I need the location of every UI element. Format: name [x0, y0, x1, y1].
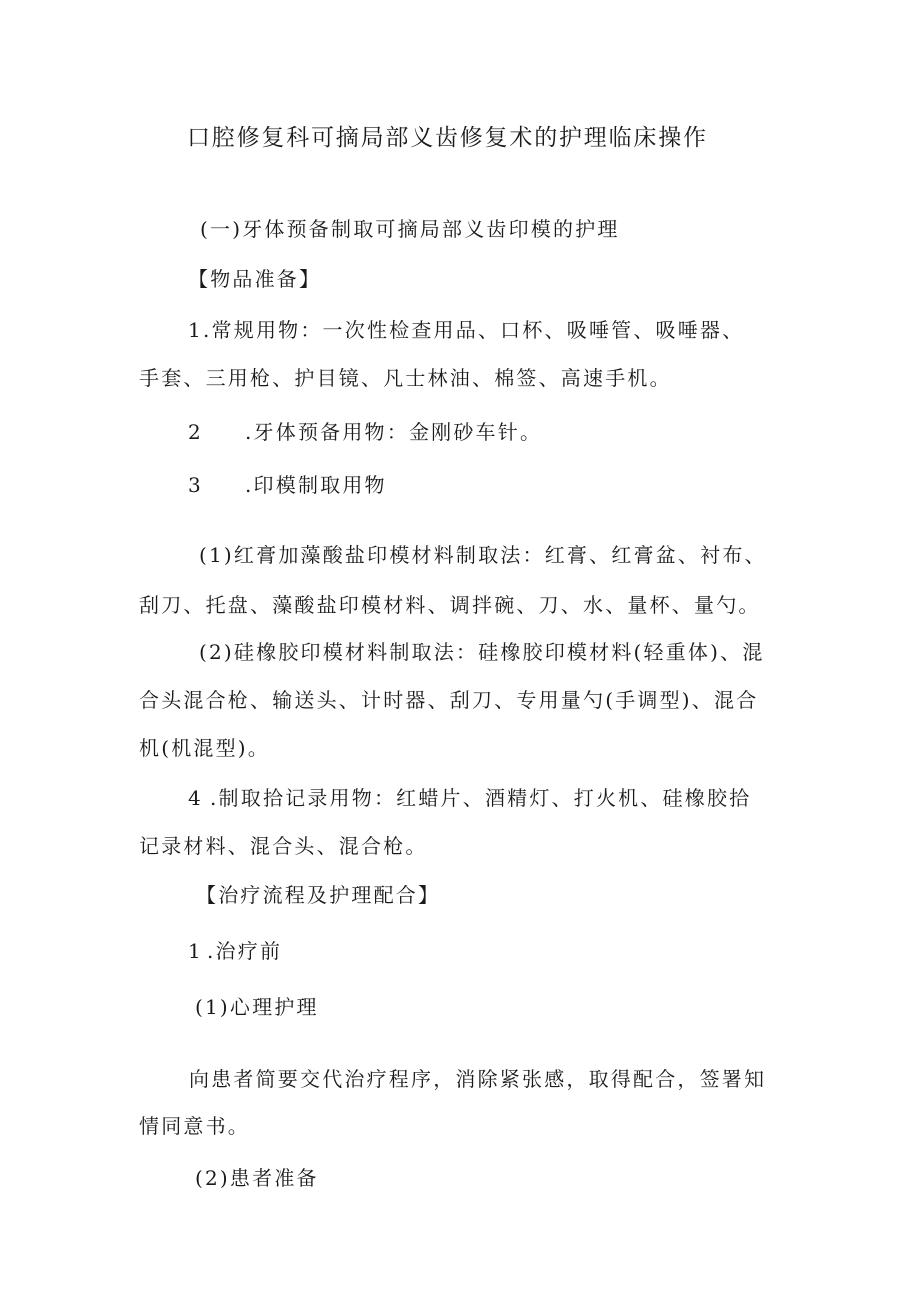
item-text: .常规用物：一次性检查用品、口杯、吸唾管、吸唾器、: [203, 318, 745, 342]
item-number: 2: [188, 420, 201, 444]
paragraph-text: 情同意书。: [139, 1114, 250, 1138]
item-number: 3: [188, 473, 201, 497]
sub-item-text: (1)红膏加藻酸盐印模材料制取法：红膏、红膏盆、衬布、: [199, 543, 767, 567]
sub-item-text: 机(机混型)。: [139, 736, 271, 760]
sub-item-text: 合头混合枪、输送头、计时器、刮刀、专用量勺(手调型)、混合: [139, 688, 759, 712]
page-title: 口腔修复科可摘局部义齿修复术的护理临床操作: [187, 125, 708, 151]
item-text: .牙体预备用物：金刚砂车针。: [245, 420, 543, 444]
heading-treatment-flow: 【治疗流程及护理配合】: [196, 883, 441, 907]
sub-item-text: 刮刀、托盘、藻酸盐印模材料、调拌碗、刀、水、量杯、量勺。: [139, 593, 761, 617]
item-number: 1: [188, 939, 201, 963]
section-heading: (一)牙体预备制取可摘局部义齿印模的护理: [200, 217, 620, 241]
step-text: .治疗前: [207, 939, 283, 963]
sub-heading-patient-prep: (2)患者准备: [195, 1166, 319, 1190]
heading-items-prep: 【物品准备】: [188, 267, 322, 291]
paragraph-text: 向患者简要交代治疗程序，消除紧张感，取得配合，签署知: [189, 1067, 767, 1091]
sub-heading-psychological-care: (1)心理护理: [195, 995, 319, 1019]
item-text: 记录材料、混合头、混合枪。: [139, 834, 428, 858]
item-text: .印模制取用物: [245, 473, 387, 497]
item-number: 1: [188, 318, 201, 342]
item-text: .制取拾记录用物：红蜡片、酒精灯、打火机、硅橡胶拾: [210, 786, 752, 810]
item-number: 4: [188, 786, 201, 810]
item-text: 手套、三用枪、护目镜、凡士林油、棉签、高速手机。: [139, 366, 672, 390]
sub-item-text: (2)硅橡胶印模材料制取法：硅橡胶印模材料(轻重体)、混: [199, 640, 765, 664]
